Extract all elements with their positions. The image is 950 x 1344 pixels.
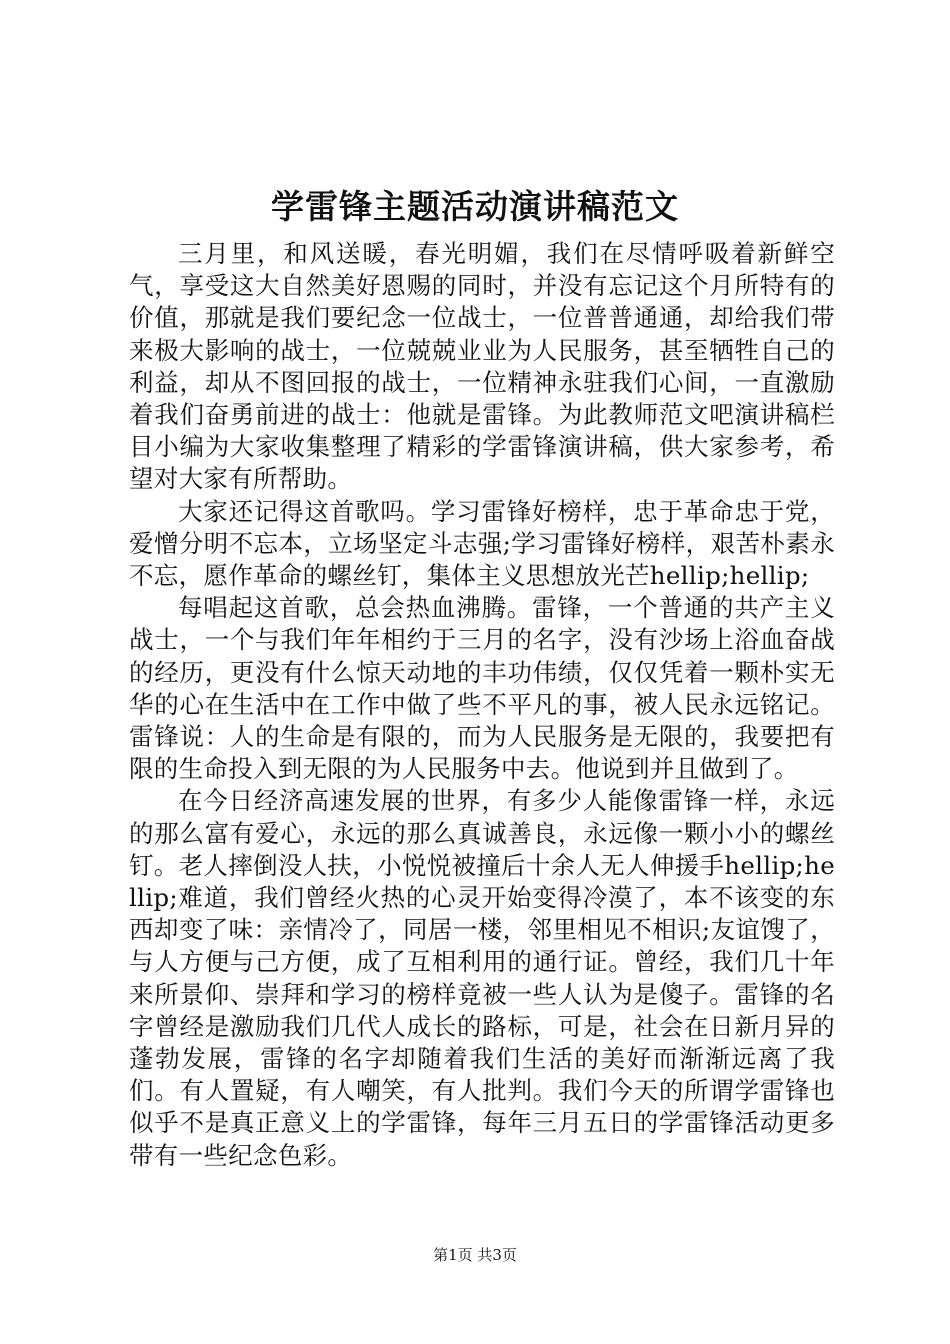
paragraph-2: 大家还记得这首歌吗。学习雷锋好榜样，忠于革命忠于党，爱憎分明不忘本，立场坚定斗志强;学习雷锋好榜样，艰苦朴素永不忘，愿作革命的螺丝钉，集体主义思想放光芒hellip;hellip;	[129, 496, 835, 591]
document-title: 学雷锋主题活动演讲稿范文	[271, 187, 679, 226]
paragraph-1: 三月里，和风送暖，春光明媚，我们在尽情呼吸着新鲜空气，享受这大自然美好恩赐的同时，并没有忘记这个月所特有的价值，那就是我们要纪念一位战士，一位普普通通，却给我们带来极大影响的战士，一位兢兢业业为人民服务，甚至牺牲自己的利益，却从不图回报的战士，一位精神永驻我们心间，一直激励着我们奋勇前进的战士：他就是雷锋。为此教师范文吧演讲稿栏目小编为大家收集整理了精彩的学雷锋演讲稿，供大家参考，希望对大家有所帮助。	[129, 239, 835, 494]
page-number-footer: 第1页 共3页	[433, 1246, 517, 1264]
document-body	[129, 238, 835, 1172]
paragraph-4: 在今日经济高速发展的世界，有多少人能像雷锋一样，永远的那么富有爱心，永远的那么真诚善良，永远像一颗小小的螺丝钉。老人摔倒没人扶，小悦悦被撞后十余人无人伸援手hellip;hellip;难道，我们曾经火热的心灵开始变得冷漠了，本不该变的东西却变了味：亲情冷了，同居一楼，邻里相见不相识;友谊馊了，与人方便与己方便，成了互相利用的通行证。曾经，我们几十年来所景仰、崇拜和学习的榜样竟被一些人认为是傻子。雷锋的名字曾经是激励我们几代人成长的路标，可是，社会在日新月异的蓬勃发展，雷锋的名字却随着我们生活的美好而渐渐远离了我们。有人置疑，有人嘲笑，有人批判。我们今天的所谓学雷锋也似乎不是真正意义上的学雷锋，每年三月五日的学雷锋活动更多带有一些纪念色彩。	[129, 786, 835, 1170]
paragraph-3: 每唱起这首歌，总会热血沸腾。雷锋，一个普通的共产主义战士，一个与我们年年相约于三月的名字，没有沙场上浴血奋战的经历，更没有什么惊天动地的丰功伟绩，仅仅凭着一颗朴实无华的心在生活中在工作中做了些不平凡的事，被人民永远铭记。雷锋说：人的生命是有限的，而为人民服务是无限的，我要把有限的生命投入到无限的为人民服务中去。他说到并且做到了。	[129, 593, 835, 784]
